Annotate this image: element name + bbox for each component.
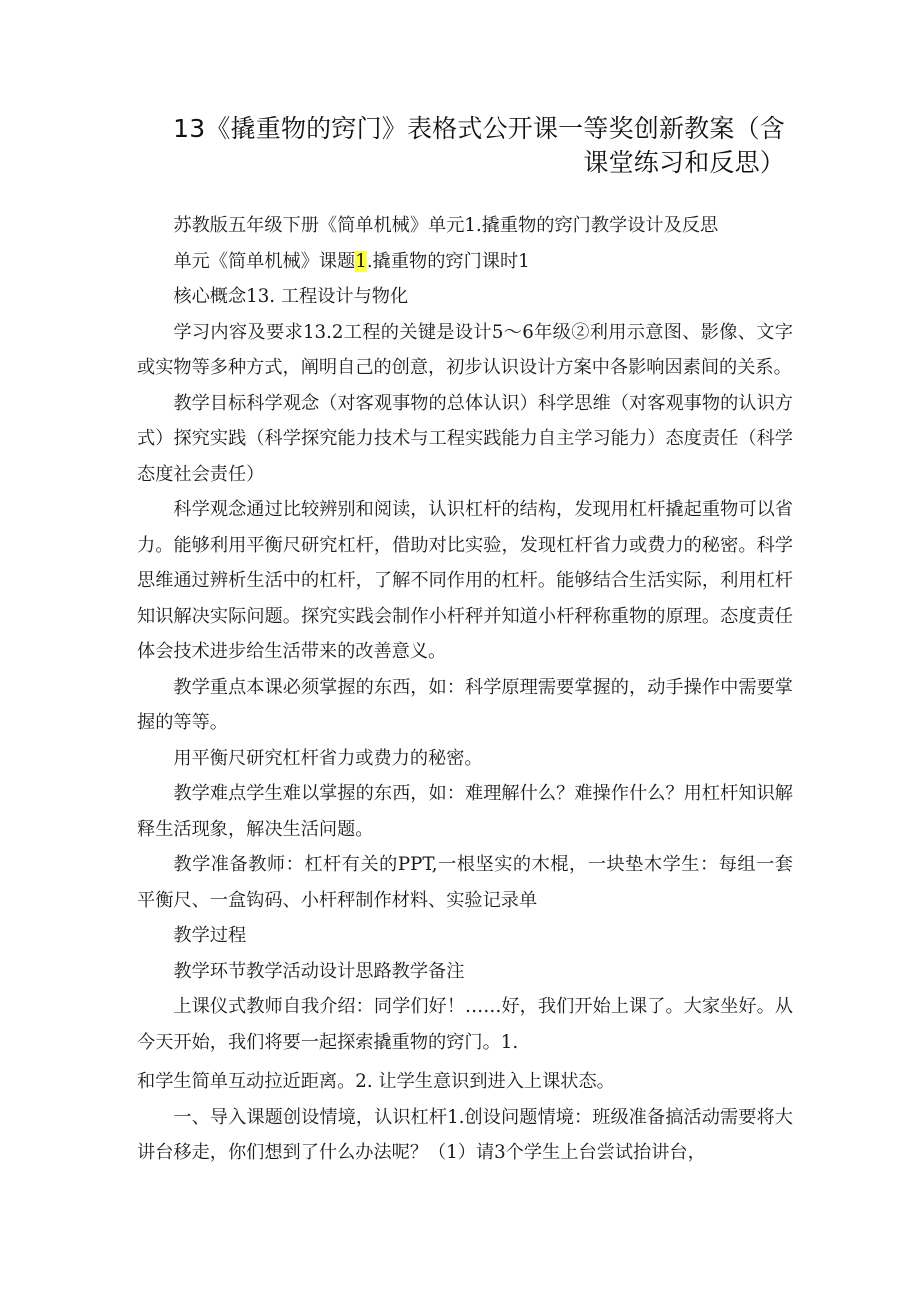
paragraph-learning-requirements: 学习内容及要求13.2工程的关键是设计5～6年级②利用示意图、影像、文字或实物等多种方式，阐明自己的创意，初步认识设计方案中各影响因素间的关系。 [137,321,793,378]
paragraph-design-notes: 和学生简单互动拉近距离。2. 让学生意识到进入上课状态。 [137,1071,615,1092]
document-body [137,208,793,1171]
paragraph-key-points: 教学重点本课必须掌握的东西，如：科学原理需要掌握的，动手操作中需要掌握的等等。 [137,676,793,733]
unit-lesson-prefix: 单元《简单机械》课题 [173,250,356,272]
paragraph-core-concept: 核心概念13. 工程设计与物化 [173,286,409,307]
paragraph-teaching-goals: 教学目标科学观念（对客观事物的总体认识）科学思维（对客观事物的认识方式）探究实践（科学探究能力技术与工程实践能力自主学习能力）态度责任（科学态度社会责任） [137,392,793,485]
unit-lesson-suffix: .撬重物的窍门课时1 [366,250,530,272]
paragraph-introduction: 一、导入课题创设情境，认识杠杆1.创设问题情境：班级准备搞活动需要将大讲台移走，你们想到了什么办法呢？（1）请3个学生上台尝试抬讲台， [137,1106,793,1163]
paragraph-table-header: 教学环节教学活动设计思路教学备注 [173,960,465,982]
paragraph-textbook-unit: 苏教版五年级下册《简单机械》单元1.撬重物的窍门教学设计及反思 [173,215,719,236]
highlighted-text: 1 [355,250,367,272]
paragraph-unit-lesson [137,244,793,280]
paragraph-goal-details: 科学观念通过比较辨别和阅读，认识杠杆的结构，发现用杠杆撬起重物可以省力。能够利用平衡尺研究杠杆，借助对比实验，发现杠杆省力或费力的秘密。科学思维通过辨析生活中的杠杆，了解不同作用的杠杆。能够结合生活实际，利用杠杆知识解决实际问题。探究实践会制作小杆秤并知道小杆秤称重物的原理。态度责任体会技术进步给生活带来的改善意义。 [137,499,793,662]
paragraph-process-heading: 教学过程 [173,925,247,946]
paragraph-key-point-content: 用平衡尺研究杠杆省力或费力的秘密。 [173,747,483,769]
paragraph-difficulties: 教学难点学生难以掌握的东西，如：难理解什么？难操作什么？用杠杆知识解释生活现象，解决生活问题。 [137,783,793,840]
paragraph-class-opening: 上课仪式教师自我介绍：同学们好！……好，我们开始上课了。大家坐好。从今天开始，我们将要一起探索撬重物的窍门。1. [137,996,793,1053]
document-title: 13《撬重物的窍门》表格式公开课一等奖创新教案（含课堂练习和反思） [173,114,785,177]
paragraph-preparation: 教学准备教师：杠杆有关的PPT,一根坚实的木棍，一块垫木学生：每组一套平衡尺、一盒钩码、小杆秤制作材料、实验记录单 [137,854,793,911]
